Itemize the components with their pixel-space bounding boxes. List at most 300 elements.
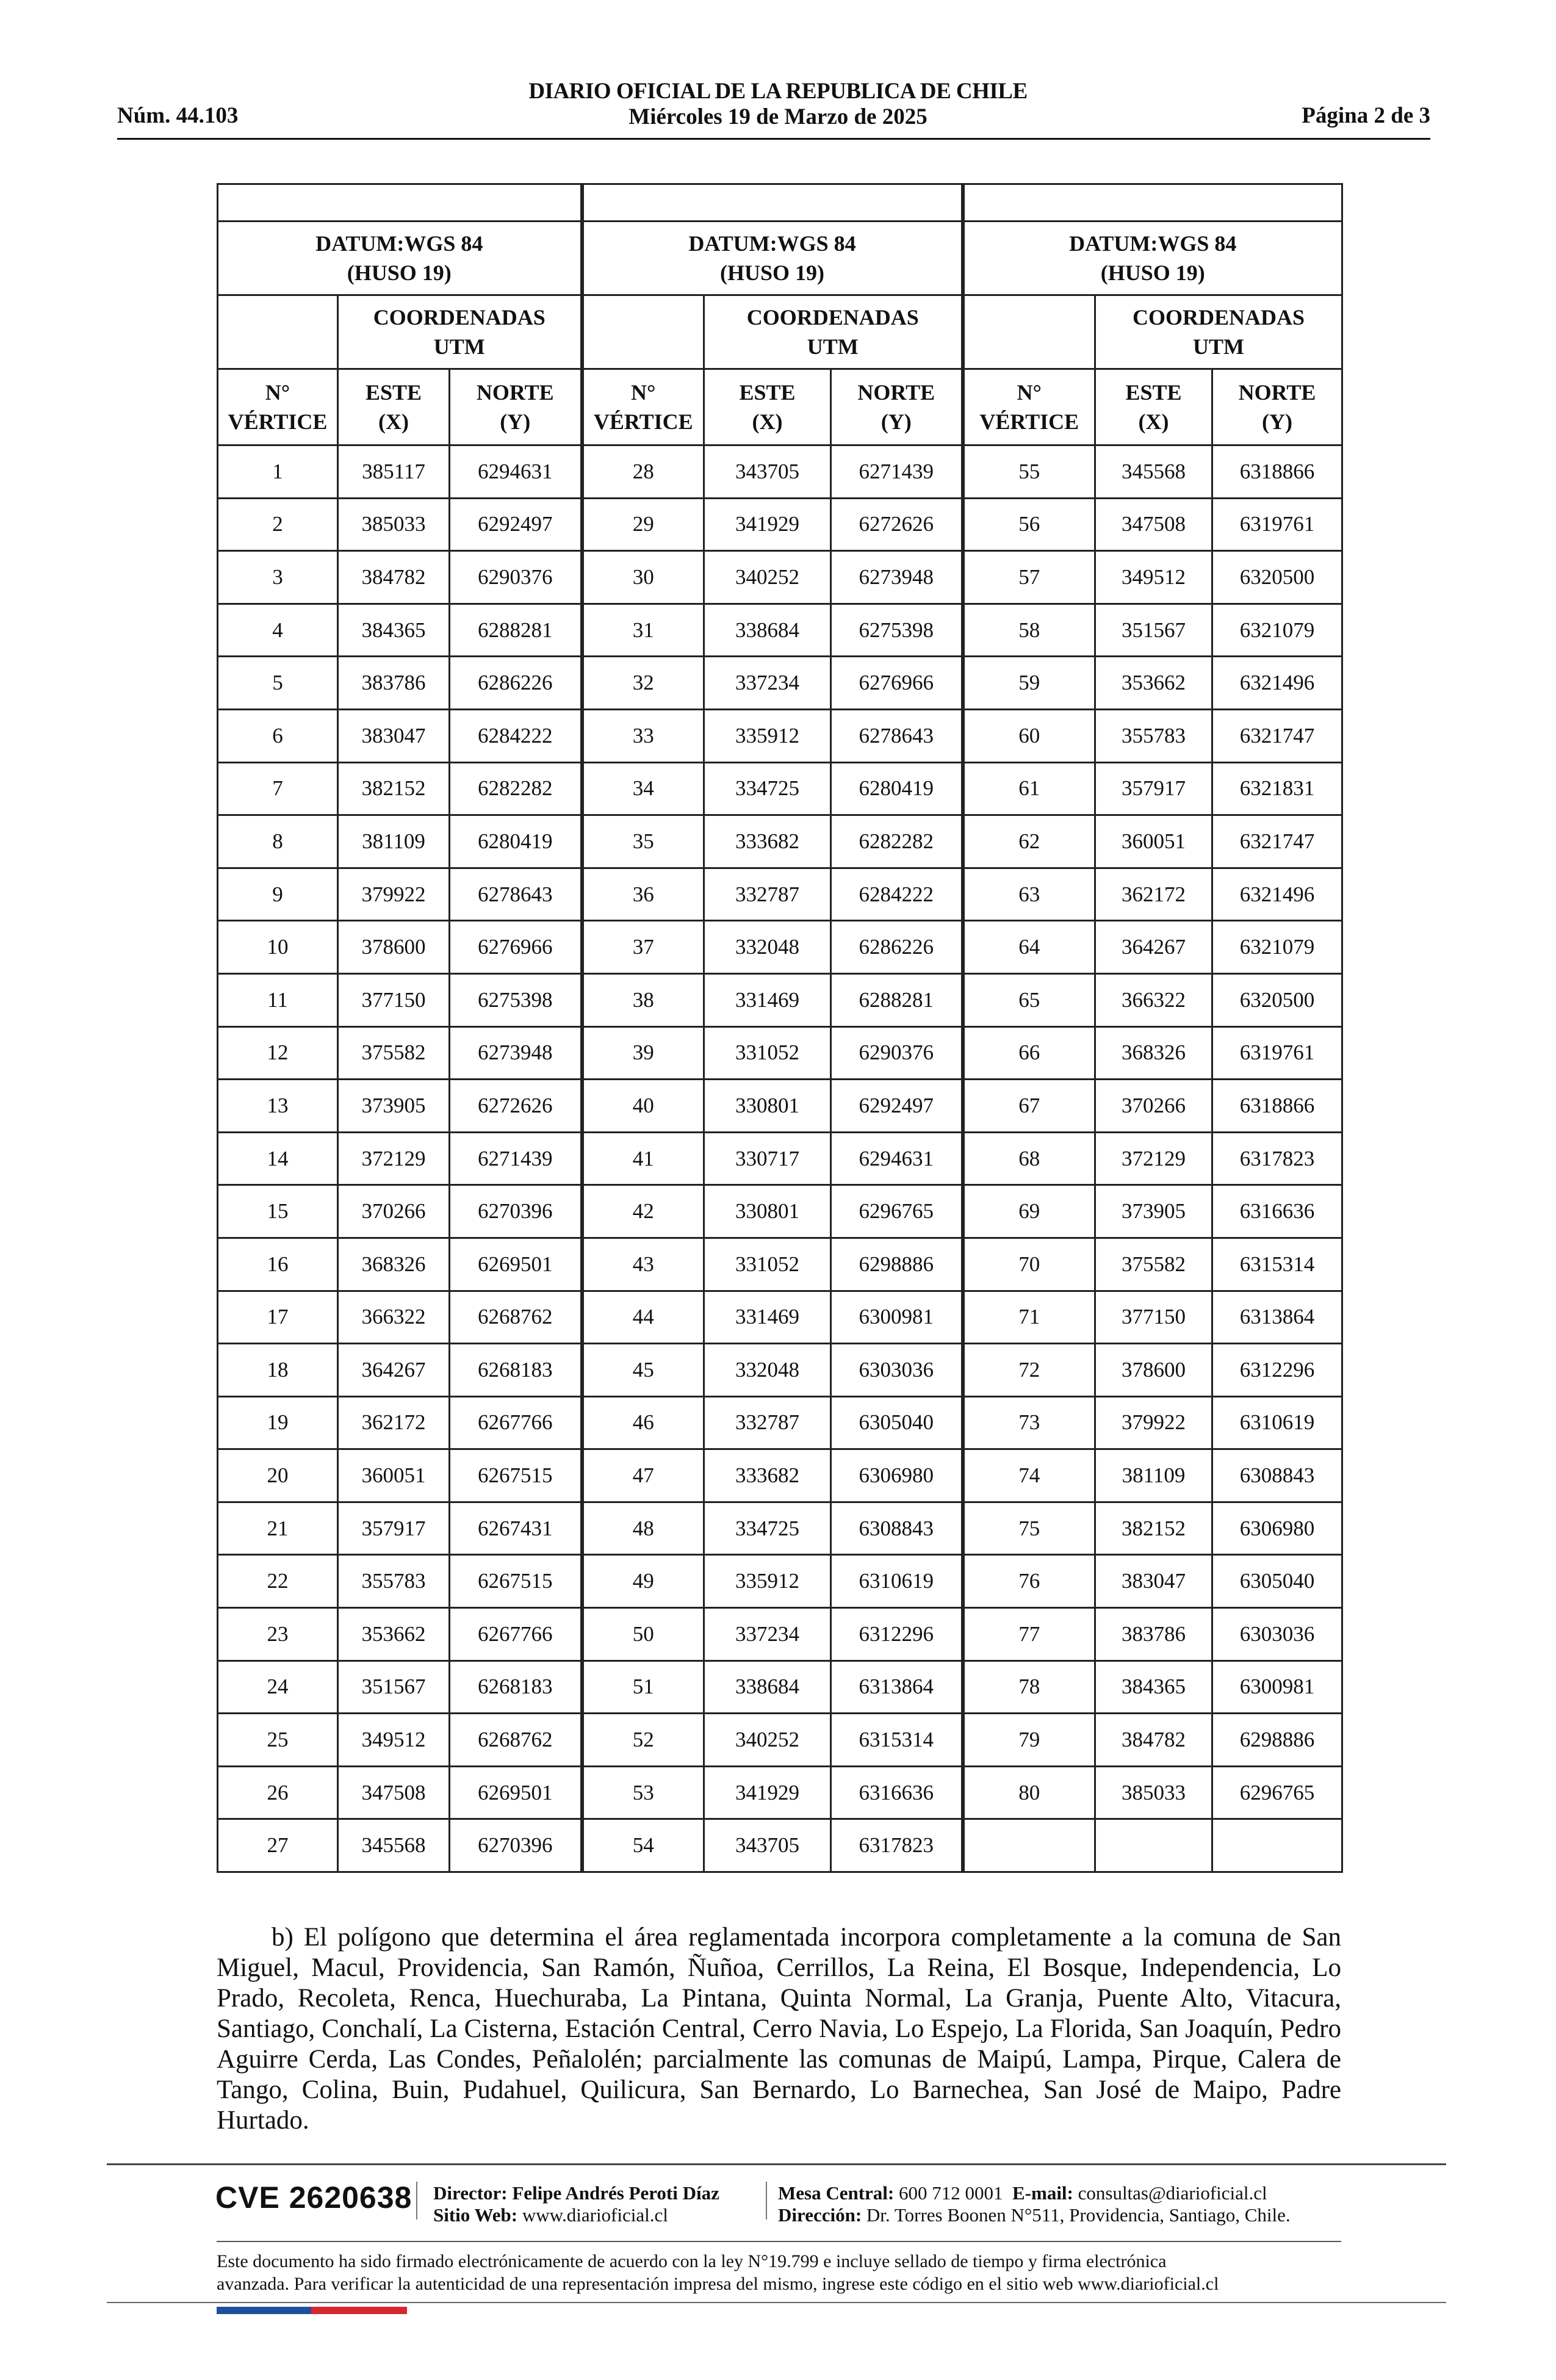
vertex-number-cell: 21 [218, 1502, 338, 1555]
este-cell: 355783 [338, 1555, 450, 1608]
table-row [218, 551, 1342, 604]
este-cell: 377150 [338, 973, 450, 1026]
vertex-number-cell: 48 [582, 1502, 704, 1555]
vertex-number-cell: 3 [218, 551, 338, 604]
vertex-number-cell: 27 [218, 1819, 338, 1872]
este-cell: 378600 [1095, 1344, 1212, 1397]
phone-label: Mesa Central: [778, 2182, 895, 2204]
norte-cell: 6292497 [450, 498, 582, 551]
website-link[interactable]: www.diarioficial.cl [522, 2204, 668, 2226]
norte-cell: 6320500 [1212, 973, 1342, 1026]
phone-number: 600 712 0001 [899, 2182, 1003, 2204]
norte-cell: 6319761 [1212, 1026, 1342, 1080]
vertex-number-cell: 9 [218, 868, 338, 921]
este-header [338, 369, 450, 445]
vertex-number-cell: 64 [963, 921, 1095, 974]
vertex-number-cell: 67 [963, 1080, 1095, 1133]
footer-director-block [433, 2182, 719, 2226]
norte-header [1212, 369, 1342, 445]
este-cell [1095, 1819, 1212, 1872]
norte-cell: 6267766 [450, 1396, 582, 1449]
norte-cell: 6296765 [831, 1185, 963, 1238]
huso-label: (HUSO 19) [1100, 261, 1205, 285]
norte-label: NORTE [476, 380, 554, 405]
column-header-row [218, 369, 1342, 445]
este-cell: 349512 [1095, 551, 1212, 604]
vertex-number-header [582, 369, 704, 445]
paragraph-text: b) El polígono que determina el área reglamentada incorpora completamente a la comuna de San Miguel, Macul, Providencia, San Ramón, Ñuñoa, Cerrillos, La Reina, El Bosque, Independencia, Lo Prado, Recoleta, Renca, Huechuraba, La Pintana, Quinta Normal, La Granja, Puente Alto, Vitacura, Santiago, Conchalí, La Cisterna, Estación Central, Cerro Navia, Lo Espejo, La Florida, San Joaquín, Pedro Aguirre Cerda, Las Condes, Peñalolén; parcialmente las comunas de Maipú, Lampa, Pirque, Calera de Tango, Colina, Buin, Pudahuel, Quilicura, San Bernardo, Lo Barnechea, San José de Maipo, Padre Hurtado. [217, 1923, 1341, 2135]
vertex-number-cell: 1 [218, 445, 338, 499]
vertex-number-cell: 50 [582, 1608, 704, 1661]
vertex-number-cell: 47 [582, 1449, 704, 1502]
norte-cell: 6267431 [450, 1502, 582, 1555]
norte-header [450, 369, 582, 445]
vertex-coordinates-table [217, 183, 1343, 1873]
vertex-number-cell: 58 [963, 604, 1095, 657]
este-cell: 332787 [704, 868, 831, 921]
email-label: E-mail: [1012, 2182, 1073, 2204]
vertex-number-cell: 38 [582, 973, 704, 1026]
vertex-number-cell: 14 [218, 1132, 338, 1185]
table-row [218, 604, 1342, 657]
vertex-number-cell: 79 [963, 1714, 1095, 1767]
norte-cell: 6312296 [1212, 1344, 1342, 1397]
table-row [218, 1080, 1342, 1133]
vertex-number-cell: 22 [218, 1555, 338, 1608]
norte-cell: 6276966 [450, 921, 582, 974]
table-row [218, 1291, 1342, 1344]
este-cell: 383786 [338, 657, 450, 710]
norte-cell: 6276966 [831, 657, 963, 710]
este-label: ESTE [365, 380, 422, 405]
vertex-number-cell: 10 [218, 921, 338, 974]
footer-contact-block [778, 2182, 1291, 2226]
legal-notice [217, 2250, 1352, 2295]
table-row [218, 1714, 1342, 1767]
table-row [218, 921, 1342, 974]
norte-cell: 6315314 [1212, 1238, 1342, 1291]
este-cell: 362172 [1095, 868, 1212, 921]
este-cell: 331052 [704, 1238, 831, 1291]
norte-cell: 6280419 [450, 815, 582, 868]
norte-cell: 6310619 [1212, 1396, 1342, 1449]
blank-header-cell [218, 184, 582, 222]
table-row [218, 1555, 1342, 1608]
vertex-number-cell: 30 [582, 551, 704, 604]
datum-label: DATUM:WGS 84 [315, 231, 483, 256]
vertex-number-cell: 7 [218, 762, 338, 815]
este-cell: 341929 [704, 1766, 831, 1819]
address-value: Dr. Torres Boonen N°511, Providencia, Santiago, Chile. [866, 2204, 1291, 2226]
blank-header-cell [582, 184, 963, 222]
este-cell: 373905 [338, 1080, 450, 1133]
este-cell: 345568 [338, 1819, 450, 1872]
norte-cell: 6305040 [831, 1396, 963, 1449]
norte-cell: 6298886 [831, 1238, 963, 1291]
este-cell: 347508 [1095, 498, 1212, 551]
vertex-number-cell: 46 [582, 1396, 704, 1449]
coordinates-label: COORDENADAS [1132, 305, 1305, 330]
vertex-number-cell: 29 [582, 498, 704, 551]
vertex-number-cell: 43 [582, 1238, 704, 1291]
blank-header-cell [963, 295, 1095, 369]
este-cell: 372129 [338, 1132, 450, 1185]
address-label: Dirección: [778, 2204, 862, 2226]
norte-cell: 6271439 [450, 1132, 582, 1185]
este-cell: 366322 [1095, 973, 1212, 1026]
table-row [218, 1766, 1342, 1819]
vertex-label: VÉRTICE [228, 409, 328, 434]
este-cell: 370266 [338, 1185, 450, 1238]
norte-cell: 6270396 [450, 1819, 582, 1872]
norte-cell: 6288281 [831, 973, 963, 1026]
vertex-number-cell: 65 [963, 973, 1095, 1026]
norte-cell: 6315314 [831, 1714, 963, 1767]
norte-cell: 6286226 [450, 657, 582, 710]
vertex-number-cell: 8 [218, 815, 338, 868]
vertex-number-cell: 76 [963, 1555, 1095, 1608]
table-row [218, 1026, 1342, 1080]
table-row [218, 815, 1342, 868]
footer-inner-divider [217, 2241, 1341, 2242]
este-cell: 384782 [1095, 1714, 1212, 1767]
este-cell: 330717 [704, 1132, 831, 1185]
este-cell: 337234 [704, 657, 831, 710]
este-cell: 373905 [1095, 1185, 1212, 1238]
este-cell: 333682 [704, 1449, 831, 1502]
norte-cell: 6300981 [1212, 1661, 1342, 1714]
norte-cell: 6284222 [831, 868, 963, 921]
norte-cell: 6306980 [1212, 1502, 1342, 1555]
utm-coordinates-header [338, 295, 582, 369]
norte-cell: 6282282 [450, 762, 582, 815]
vertex-number-cell: 28 [582, 445, 704, 499]
vertex-number-cell: 49 [582, 1555, 704, 1608]
norte-cell: 6321831 [1212, 762, 1342, 815]
table-row [218, 1819, 1342, 1872]
norte-label: NORTE [1238, 380, 1316, 405]
este-cell: 334725 [704, 1502, 831, 1555]
este-cell: 351567 [1095, 604, 1212, 657]
este-cell: 375582 [338, 1026, 450, 1080]
norte-cell: 6282282 [831, 815, 963, 868]
table-body [218, 445, 1342, 1872]
norte-cell: 6273948 [450, 1026, 582, 1080]
este-cell: 340252 [704, 1714, 831, 1767]
vertex-number-cell: 69 [963, 1185, 1095, 1238]
table-row [218, 1238, 1342, 1291]
vertex-number-cell: 39 [582, 1026, 704, 1080]
header-divider [117, 138, 1430, 140]
director-name: Felipe Andrés Peroti Díaz [512, 2182, 719, 2204]
norte-cell: 6286226 [831, 921, 963, 974]
norte-cell: 6305040 [1212, 1555, 1342, 1608]
vertex-number-cell: 53 [582, 1766, 704, 1819]
vertex-number-cell: 80 [963, 1766, 1095, 1819]
table-row [218, 1608, 1342, 1661]
este-cell: 383047 [338, 709, 450, 762]
norte-cell: 6288281 [450, 604, 582, 657]
table-row [218, 1396, 1342, 1449]
norte-label: NORTE [857, 380, 935, 405]
legal-line: Este documento ha sido firmado electrónicamente de acuerdo con la ley N°19.799 e incluye sellado de tiempo y firma electrónica [217, 2251, 1167, 2271]
norte-cell: 6316636 [1212, 1185, 1342, 1238]
table-row [218, 973, 1342, 1026]
este-cell: 384782 [338, 551, 450, 604]
norte-cell: 6278643 [831, 709, 963, 762]
vertex-number-cell: 71 [963, 1291, 1095, 1344]
blank-header-cell [218, 295, 338, 369]
vertex-number-cell: 68 [963, 1132, 1095, 1185]
table-row [218, 1185, 1342, 1238]
norte-cell: 6268183 [450, 1661, 582, 1714]
este-cell: 384365 [1095, 1661, 1212, 1714]
director-label: Director: [433, 2182, 508, 2204]
number-label: N° [631, 380, 656, 405]
publication-title: DIARIO OFICIAL DE LA REPUBLICA DE CHILE [528, 79, 1028, 104]
este-cell: 364267 [338, 1344, 450, 1397]
vertex-number-cell: 23 [218, 1608, 338, 1661]
vertex-number-cell: 5 [218, 657, 338, 710]
norte-cell: 6319761 [1212, 498, 1342, 551]
norte-cell: 6321079 [1212, 921, 1342, 974]
este-cell: 335912 [704, 709, 831, 762]
este-cell: 337234 [704, 1608, 831, 1661]
issue-number: Núm. 44.103 [117, 103, 239, 128]
norte-cell: 6321496 [1212, 868, 1342, 921]
vertex-number-cell: 60 [963, 709, 1095, 762]
vertex-number-cell: 13 [218, 1080, 338, 1133]
blank-header-cell [582, 295, 704, 369]
norte-cell: 6298886 [1212, 1714, 1342, 1767]
vertex-number-cell: 57 [963, 551, 1095, 604]
norte-cell: 6275398 [831, 604, 963, 657]
vertex-number-cell: 32 [582, 657, 704, 710]
vertex-number-cell: 42 [582, 1185, 704, 1238]
vertex-number-cell: 55 [963, 445, 1095, 499]
vertex-number-cell: 75 [963, 1502, 1095, 1555]
este-cell: 347508 [338, 1766, 450, 1819]
vertex-number-cell: 70 [963, 1238, 1095, 1291]
vertex-number-cell [963, 1819, 1095, 1872]
vertex-number-cell: 34 [582, 762, 704, 815]
publication-date: Miércoles 19 de Marzo de 2025 [629, 104, 927, 129]
este-cell: 331469 [704, 1291, 831, 1344]
utm-coordinates-header [1095, 295, 1342, 369]
norte-cell: 6292497 [831, 1080, 963, 1133]
vertex-number-cell: 45 [582, 1344, 704, 1397]
este-cell: 330801 [704, 1080, 831, 1133]
vertex-number-cell: 12 [218, 1026, 338, 1080]
norte-cell: 6272626 [450, 1080, 582, 1133]
norte-cell: 6268762 [450, 1714, 582, 1767]
vertex-number-cell: 26 [218, 1766, 338, 1819]
este-cell: 357917 [338, 1502, 450, 1555]
norte-cell: 6270396 [450, 1185, 582, 1238]
norte-cell: 6294631 [831, 1132, 963, 1185]
footer-column-divider [416, 2182, 417, 2220]
este-cell: 343705 [704, 1819, 831, 1872]
este-header [1095, 369, 1212, 445]
page-indicator: Página 2 de 3 [1302, 103, 1430, 128]
norte-cell: 6318866 [1212, 1080, 1342, 1133]
este-cell: 349512 [338, 1714, 450, 1767]
vertex-number-header [963, 369, 1095, 445]
utm-label: UTM [433, 334, 485, 359]
norte-cell: 6318866 [1212, 445, 1342, 499]
table-row [218, 868, 1342, 921]
este-cell: 343705 [704, 445, 831, 499]
datum-header [218, 222, 582, 295]
vertex-number-cell: 74 [963, 1449, 1095, 1502]
vertex-number-cell: 17 [218, 1291, 338, 1344]
este-cell: 385117 [338, 445, 450, 499]
utm-label: UTM [1193, 334, 1244, 359]
norte-cell: 6300981 [831, 1291, 963, 1344]
este-cell: 381109 [338, 815, 450, 868]
norte-cell: 6317823 [831, 1819, 963, 1872]
norte-cell: 6268183 [450, 1344, 582, 1397]
este-cell: 377150 [1095, 1291, 1212, 1344]
este-cell: 366322 [338, 1291, 450, 1344]
datum-label: DATUM:WGS 84 [688, 231, 856, 256]
norte-cell: 6303036 [1212, 1608, 1342, 1661]
norte-cell: 6316636 [831, 1766, 963, 1819]
este-cell: 384365 [338, 604, 450, 657]
norte-header [831, 369, 963, 445]
norte-cell: 6269501 [450, 1766, 582, 1819]
blank-header-cell [963, 184, 1342, 222]
vertex-number-cell: 37 [582, 921, 704, 974]
norte-cell: 6320500 [1212, 551, 1342, 604]
este-cell: 381109 [1095, 1449, 1212, 1502]
norte-cell: 6321079 [1212, 604, 1342, 657]
norte-cell: 6290376 [450, 551, 582, 604]
y-label: (Y) [881, 409, 912, 434]
norte-cell: 6321747 [1212, 709, 1342, 762]
norte-cell: 6317823 [1212, 1132, 1342, 1185]
table-row [218, 498, 1342, 551]
norte-cell: 6268762 [450, 1291, 582, 1344]
norte-cell: 6272626 [831, 498, 963, 551]
vertex-number-header [218, 369, 338, 445]
norte-cell: 6296765 [1212, 1766, 1342, 1819]
este-cell: 330801 [704, 1185, 831, 1238]
este-label: ESTE [1125, 380, 1182, 405]
vertex-number-cell: 51 [582, 1661, 704, 1714]
vertex-number-cell: 2 [218, 498, 338, 551]
norte-cell: 6271439 [831, 445, 963, 499]
norte-cell: 6321747 [1212, 815, 1342, 868]
este-cell: 368326 [1095, 1026, 1212, 1080]
norte-cell: 6267515 [450, 1449, 582, 1502]
este-cell: 332048 [704, 921, 831, 974]
vertex-number-cell: 16 [218, 1238, 338, 1291]
huso-label: (HUSO 19) [720, 261, 824, 285]
este-cell: 335912 [704, 1555, 831, 1608]
vertex-number-cell: 59 [963, 657, 1095, 710]
datum-header [582, 222, 963, 295]
vertex-number-cell: 77 [963, 1608, 1095, 1661]
norte-cell: 6308843 [1212, 1449, 1342, 1502]
norte-cell: 6306980 [831, 1449, 963, 1502]
table-row [218, 657, 1342, 710]
vertex-number-cell: 52 [582, 1714, 704, 1767]
este-cell: 360051 [338, 1449, 450, 1502]
vertex-number-cell: 19 [218, 1396, 338, 1449]
vertex-number-cell: 4 [218, 604, 338, 657]
este-cell: 382152 [338, 762, 450, 815]
email-link[interactable]: consultas@diarioficial.cl [1078, 2182, 1267, 2204]
vertex-number-cell: 66 [963, 1026, 1095, 1080]
este-cell: 332787 [704, 1396, 831, 1449]
footer-divider [107, 2163, 1446, 2165]
norte-cell: 6267515 [450, 1555, 582, 1608]
norte-cell: 6312296 [831, 1608, 963, 1661]
x-label: (X) [752, 409, 783, 434]
vertex-number-cell: 72 [963, 1344, 1095, 1397]
este-cell: 353662 [338, 1608, 450, 1661]
este-cell: 383047 [1095, 1555, 1212, 1608]
este-cell: 379922 [338, 868, 450, 921]
este-cell: 333682 [704, 815, 831, 868]
norte-cell: 6310619 [831, 1555, 963, 1608]
norte-cell: 6284222 [450, 709, 582, 762]
vertex-number-cell: 31 [582, 604, 704, 657]
este-cell: 357917 [1095, 762, 1212, 815]
este-cell: 345568 [1095, 445, 1212, 499]
norte-cell: 6273948 [831, 551, 963, 604]
este-cell: 351567 [338, 1661, 450, 1714]
table-top-blank-row [218, 184, 1342, 222]
huso-label: (HUSO 19) [347, 261, 452, 285]
vertex-number-cell: 11 [218, 973, 338, 1026]
vertex-number-cell: 56 [963, 498, 1095, 551]
este-cell: 353662 [1095, 657, 1212, 710]
vertex-number-cell: 25 [218, 1714, 338, 1767]
y-label: (Y) [500, 409, 531, 434]
vertex-number-cell: 36 [582, 868, 704, 921]
vertex-number-cell: 73 [963, 1396, 1095, 1449]
este-cell: 340252 [704, 551, 831, 604]
este-cell: 364267 [1095, 921, 1212, 974]
flag-stripe-red [311, 2307, 407, 2314]
norte-cell: 6294631 [450, 445, 582, 499]
table-row [218, 1502, 1342, 1555]
vertex-number-cell: 41 [582, 1132, 704, 1185]
vertex-number-cell: 44 [582, 1291, 704, 1344]
este-cell: 338684 [704, 604, 831, 657]
x-label: (X) [1138, 409, 1169, 434]
vertex-number-cell: 35 [582, 815, 704, 868]
datum-header-row [218, 222, 1342, 295]
este-cell: 368326 [338, 1238, 450, 1291]
number-label: N° [265, 380, 290, 405]
este-cell: 375582 [1095, 1238, 1212, 1291]
este-cell: 385033 [338, 498, 450, 551]
x-label: (X) [378, 409, 409, 434]
norte-cell: 6267766 [450, 1608, 582, 1661]
cve-code: CVE 2620638 [215, 2180, 412, 2215]
este-cell: 360051 [1095, 815, 1212, 868]
regulated-area-paragraph [217, 1922, 1341, 2136]
este-cell: 332048 [704, 1344, 831, 1397]
vertex-number-cell: 78 [963, 1661, 1095, 1714]
norte-cell: 6278643 [450, 868, 582, 921]
footer-bottom-divider [107, 2302, 1446, 2303]
number-label: N° [1017, 380, 1042, 405]
norte-cell: 6321496 [1212, 657, 1342, 710]
